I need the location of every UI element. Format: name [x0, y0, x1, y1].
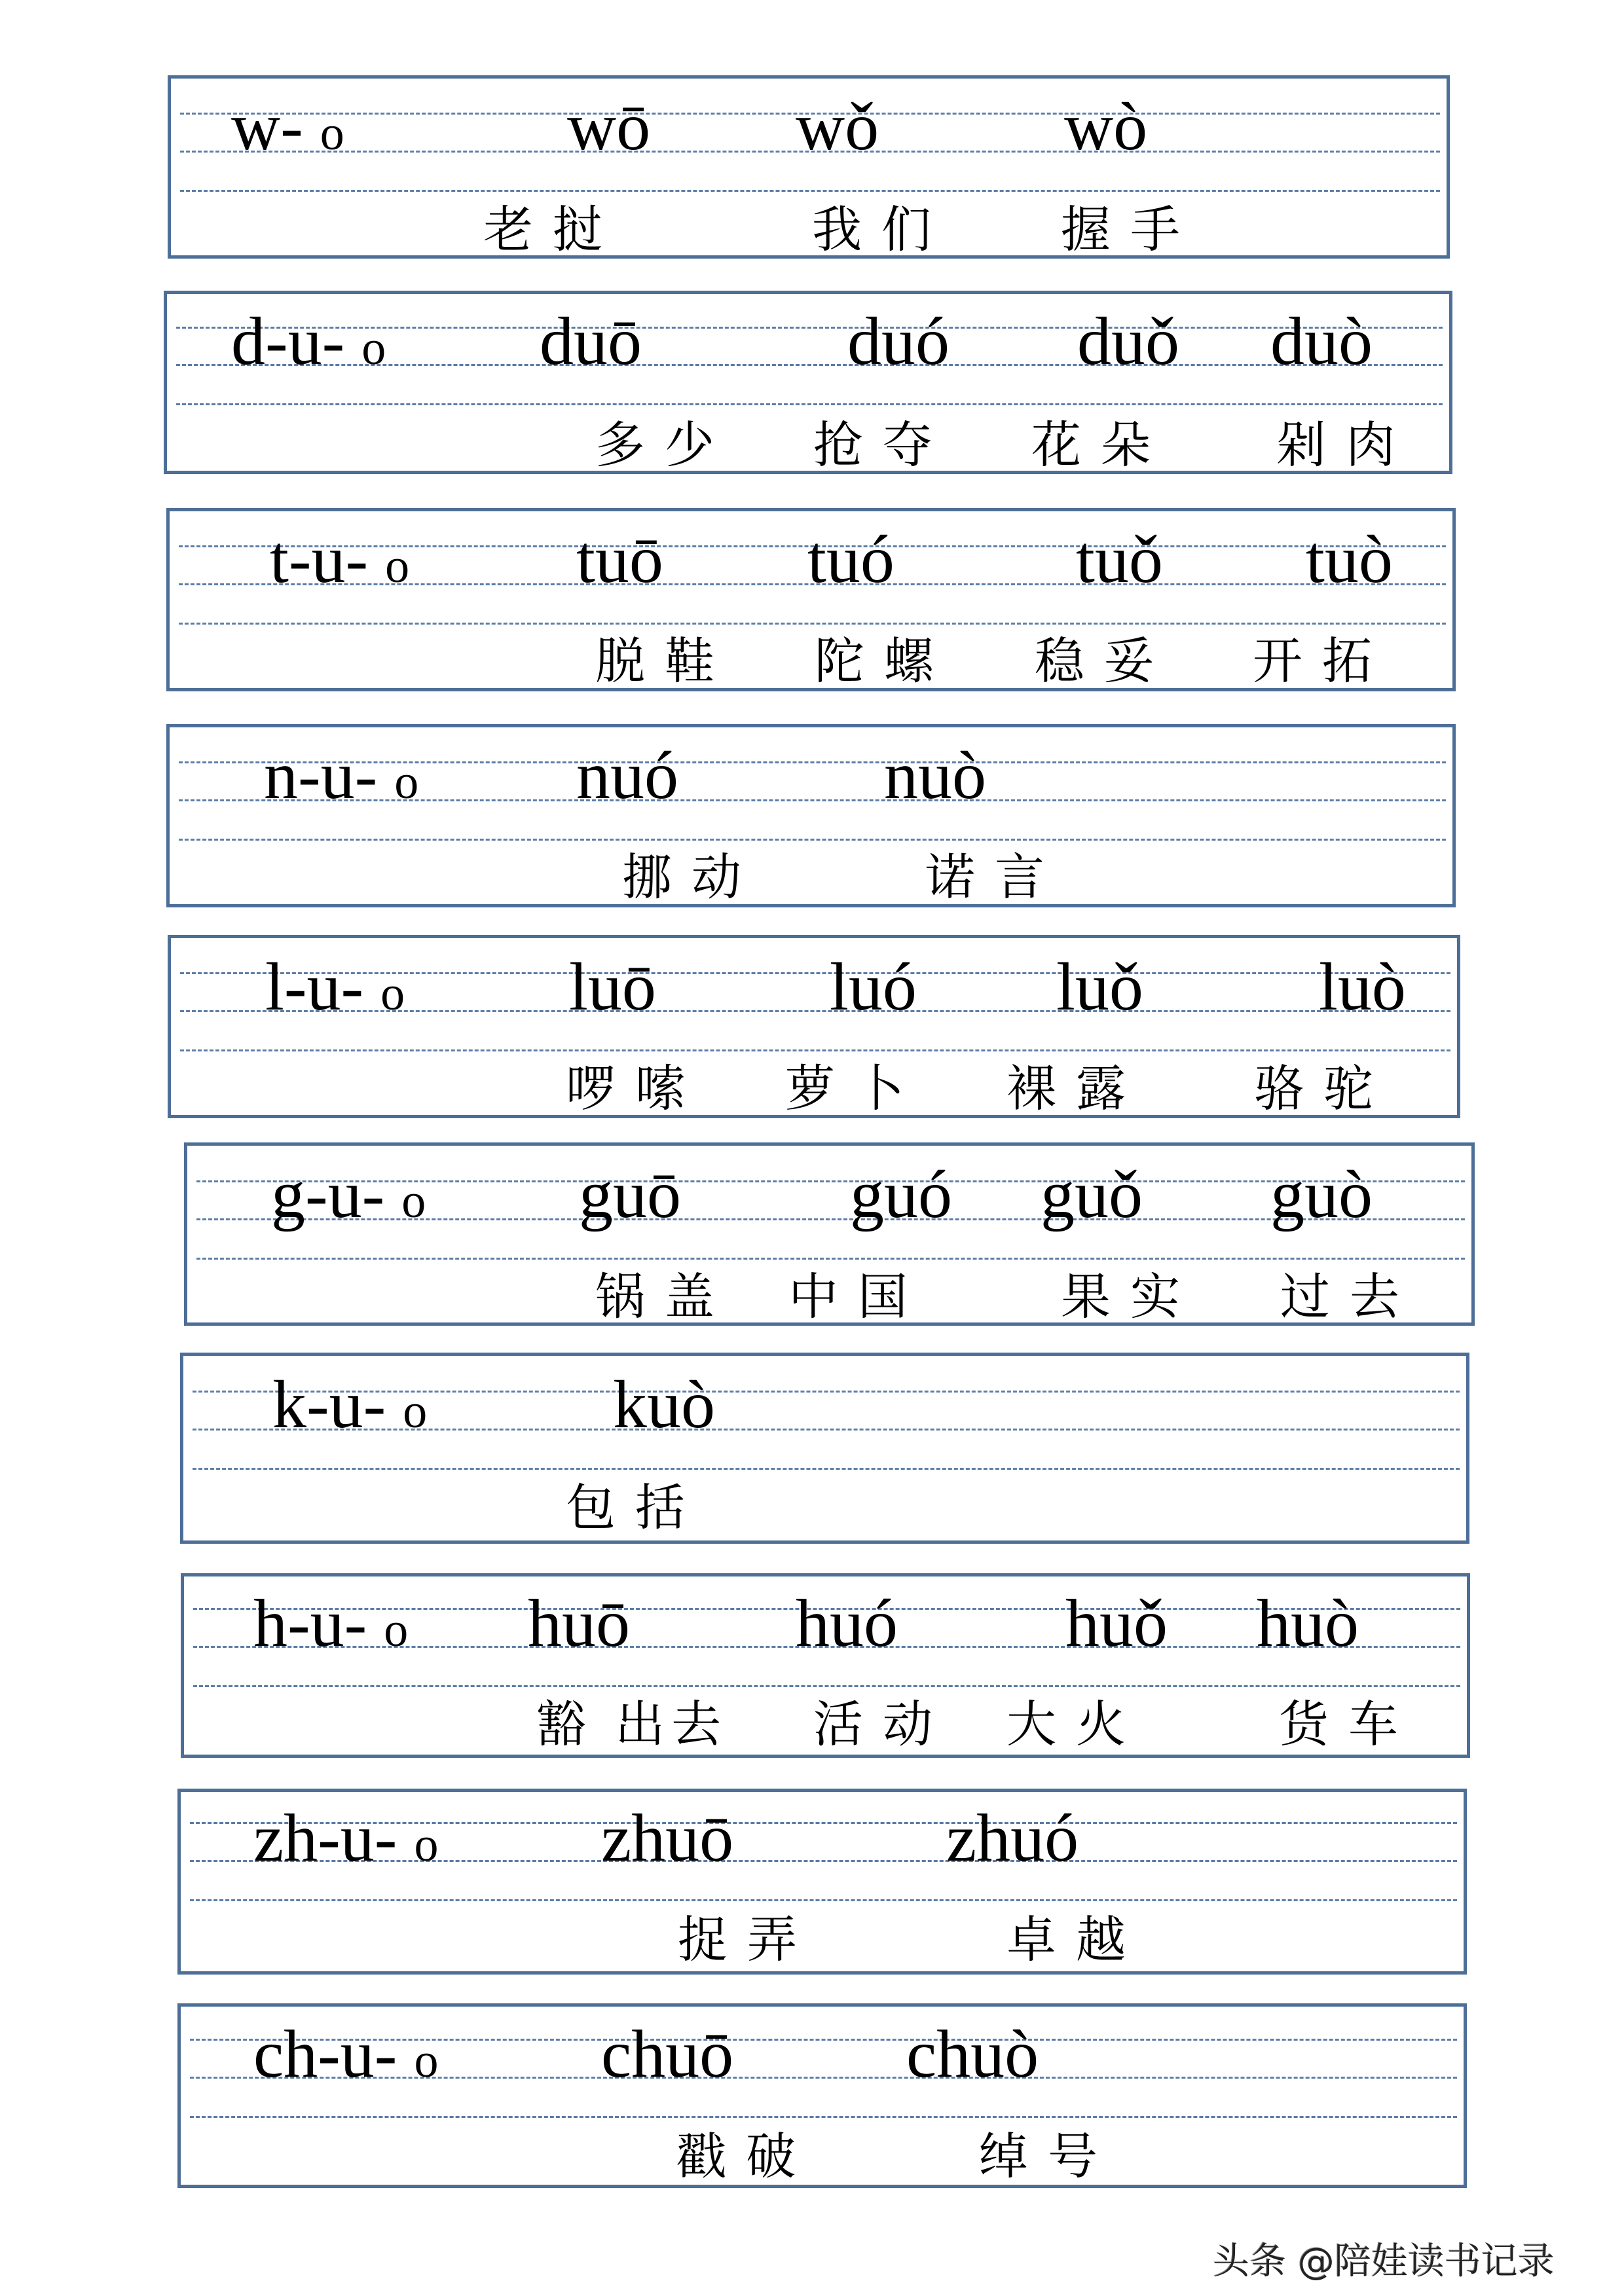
guide-line-bottom	[193, 1468, 1460, 1470]
syllable: nuò	[884, 738, 986, 813]
word: 抢夺	[813, 416, 952, 474]
syllable: chuò	[906, 2016, 1039, 2092]
syllable: duō	[540, 304, 642, 379]
syllable: wō	[567, 89, 651, 164]
syllable: chuō	[601, 2016, 734, 2092]
word: 我们	[812, 200, 951, 259]
syllable: luǒ	[1056, 949, 1143, 1025]
syllable: guò	[1270, 1157, 1373, 1232]
guide-line-bottom	[196, 1258, 1465, 1260]
word: 货车	[1279, 1695, 1418, 1753]
spelling: n-u- o	[264, 738, 419, 813]
syllable: duó	[847, 304, 950, 379]
syllable: luō	[569, 949, 656, 1025]
spelling: k-u- o	[272, 1367, 428, 1442]
word: 握手	[1061, 200, 1200, 259]
syllable: wǒ	[796, 89, 879, 164]
syllable: tuò	[1306, 522, 1393, 597]
word: 萝卜	[785, 1059, 924, 1118]
spelling: h-u- o	[253, 1586, 409, 1661]
syllable: duǒ	[1077, 304, 1179, 379]
syllable: huō	[528, 1586, 630, 1661]
word: 裸露	[1006, 1059, 1145, 1118]
word: 绰号	[978, 2127, 1117, 2185]
syllable: duò	[1270, 304, 1373, 379]
syllable: tuō	[576, 522, 663, 597]
word: 果实	[1061, 1267, 1200, 1326]
word: 稳妥	[1035, 632, 1173, 690]
syllable: tuó	[807, 522, 895, 597]
guide-line-bottom	[180, 190, 1440, 192]
guide-line-bottom	[190, 1899, 1457, 1901]
guide-line-bottom	[193, 1685, 1460, 1687]
syllable: huǒ	[1065, 1586, 1168, 1661]
word: 骆驼	[1254, 1059, 1393, 1118]
spelling: w- o	[231, 89, 344, 164]
syllable: guó	[850, 1157, 952, 1232]
word: 活动	[813, 1695, 952, 1753]
syllable: kuò	[613, 1367, 715, 1442]
word: 中国	[788, 1267, 927, 1326]
word: 剁肉	[1276, 416, 1415, 474]
word: 陀螺	[815, 632, 953, 690]
guide-line-bottom	[190, 2116, 1457, 2118]
word: 卓越	[1006, 1910, 1145, 1969]
word: 脱鞋	[595, 632, 734, 690]
word: 捉弄	[678, 1910, 817, 1969]
syllable: huò	[1257, 1586, 1359, 1661]
watermark: 头条 @陪娃读书记录	[1213, 2240, 1555, 2283]
syllable: zhuō	[601, 1800, 734, 1876]
word: 啰嗦	[566, 1059, 705, 1118]
spelling: ch-u- o	[253, 2016, 439, 2092]
spelling: l-u- o	[265, 949, 405, 1025]
syllable: guǒ	[1041, 1157, 1143, 1232]
guide-line-bottom	[179, 623, 1446, 625]
syllable: tuǒ	[1076, 522, 1163, 597]
syllable: wò	[1064, 89, 1148, 164]
word: 包括	[566, 1478, 705, 1537]
spelling: g-u- o	[271, 1157, 426, 1232]
syllable: luò	[1319, 949, 1406, 1025]
word: 挪动	[622, 848, 761, 906]
word: 开拓	[1253, 632, 1392, 690]
syllable: huó	[796, 1586, 898, 1661]
spelling: t-u- o	[270, 522, 410, 597]
word: 豁 出去	[536, 1695, 728, 1753]
guide-line-bottom	[179, 839, 1446, 841]
word: 诺言	[925, 848, 1064, 906]
syllable: zhuó	[946, 1800, 1079, 1876]
guide-line-bottom	[176, 403, 1443, 405]
word: 过去	[1280, 1267, 1419, 1326]
word: 大火	[1006, 1695, 1145, 1753]
word: 花朵	[1031, 416, 1170, 474]
syllable: guō	[579, 1157, 681, 1232]
syllable: luó	[830, 949, 917, 1025]
spelling: zh-u- o	[253, 1800, 439, 1876]
spelling: d-u- o	[231, 304, 386, 379]
word: 锅盖	[595, 1267, 734, 1326]
guide-line-bottom	[180, 1049, 1450, 1051]
word: 戳破	[676, 2127, 815, 2185]
word: 老挝	[483, 200, 622, 259]
syllable: nuó	[576, 738, 678, 813]
word: 多少	[595, 416, 734, 474]
